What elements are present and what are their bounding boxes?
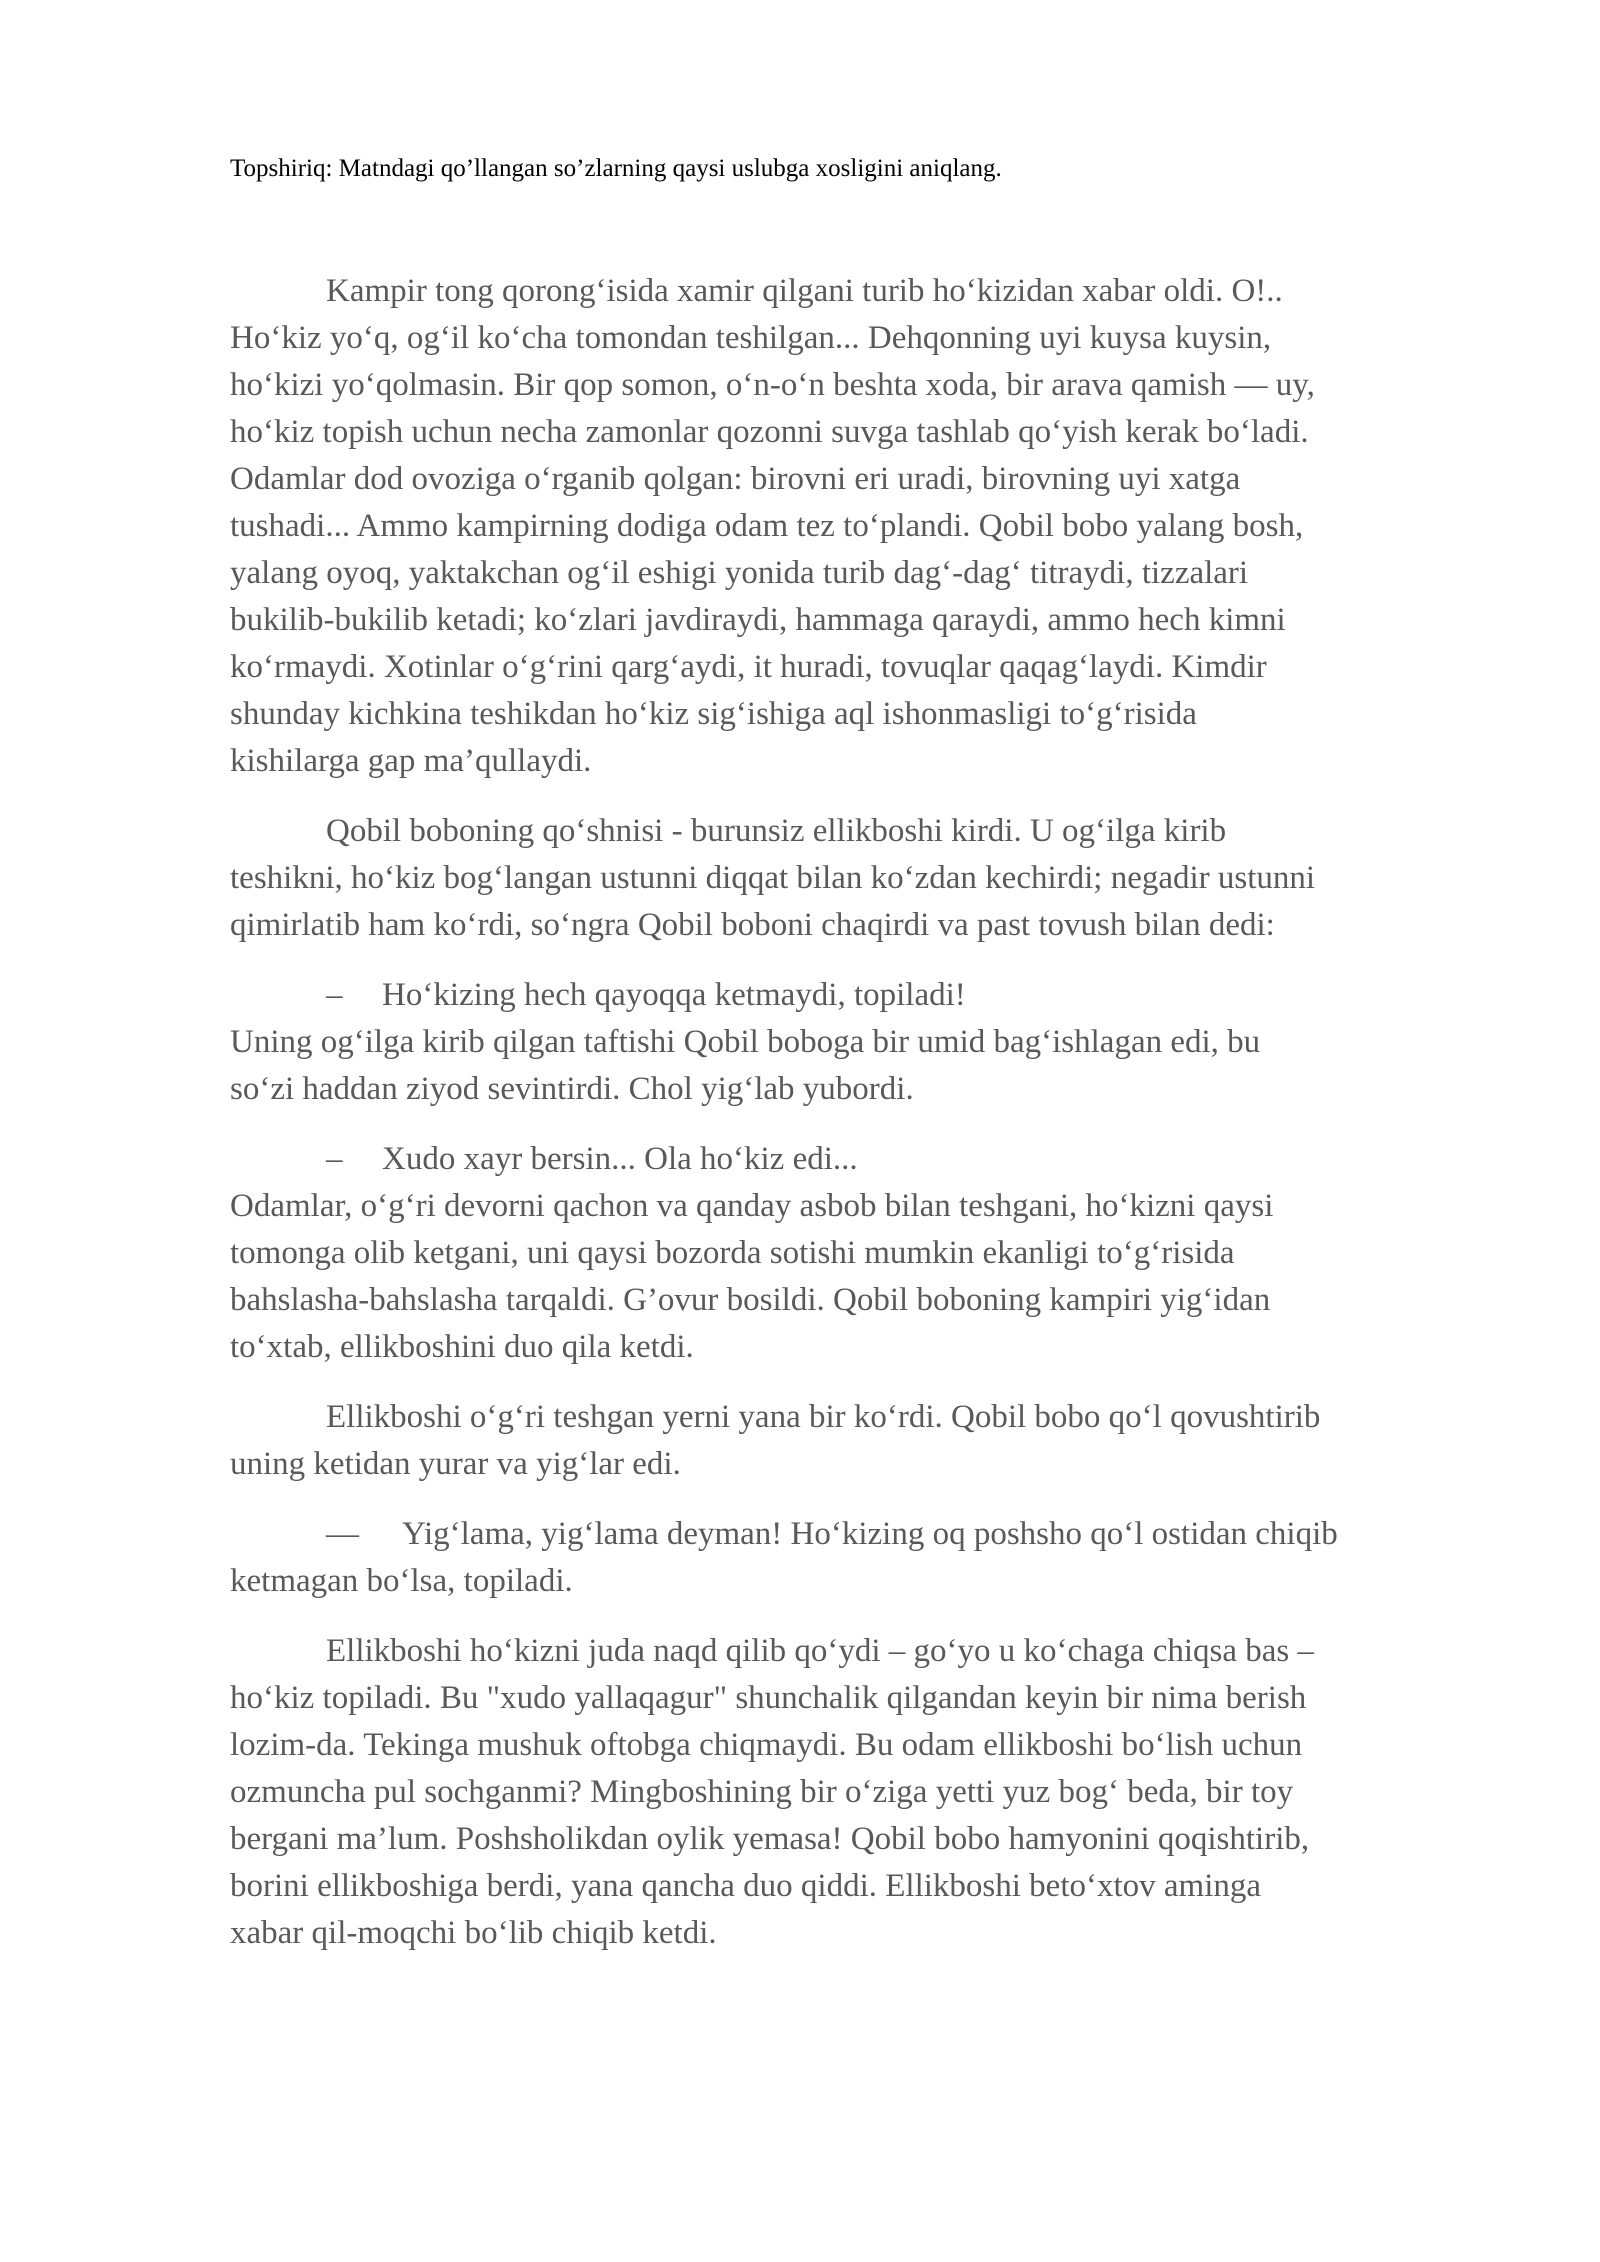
text-line: ho‘kizi yo‘qolmasin. Bir qop somon, o‘n-o‘n beshta xoda, bir arava qamish — uy, bbox=[230, 367, 1315, 403]
dialogue-speech: Ho‘kizing hech qayoqqa ketmaydi, topiladi! bbox=[382, 977, 966, 1013]
text-line: xabar qil-moqchi bo‘lib chiqib ketdi. bbox=[230, 1915, 717, 1951]
text-line: ko‘rmaydi. Xotinlar o‘g‘rini qarg‘aydi, it huradi, tovuqlar qaqag‘laydi. Kimdir bbox=[230, 649, 1267, 685]
text-line: lozim-da. Tekinga mushuk oftobga chiqmaydi. Bu odam ellikboshi bo‘lish uchun bbox=[230, 1727, 1303, 1763]
text-line: yalang oyoq, yaktakchan og‘il eshigi yonida turib dag‘-dag‘ titraydi, tizzalari bbox=[230, 555, 1249, 591]
text-line: qimirlatib ham ko‘rdi, so‘ngra Qobil boboni chaqirdi va past tovush bilan dedi: bbox=[230, 907, 1275, 943]
paragraph-3 bbox=[230, 1394, 1480, 1488]
text-line: ozmuncha pul sochganmi? Mingboshining bir o‘ziga yetti yuz bog‘ beda, bir toy bbox=[230, 1774, 1294, 1810]
text-line: so‘zi haddan ziyod sevintirdi. Chol yig‘lab yubordi. bbox=[230, 1071, 914, 1107]
text-line: Ellikboshi o‘g‘ri teshgan yerni yana bir ko‘rdi. Qobil bobo qo‘l qovushtirib bbox=[326, 1399, 1321, 1435]
paragraph-1 bbox=[230, 268, 1480, 785]
paragraph-4 bbox=[230, 1628, 1480, 1957]
text-line: teshikni, ho‘kiz bog‘langan ustunni diqqat bilan ko‘zdan kechirdi; negadir ustunni bbox=[230, 860, 1316, 896]
dialogue-3 bbox=[230, 1511, 1480, 1605]
text-line: to‘xtab, ellikboshini duo qila ketdi. bbox=[230, 1329, 694, 1365]
dialogue-speech: Yig‘lama, yig‘lama deyman! Ho‘kizing oq poshsho qo‘l ostidan chiqib bbox=[402, 1516, 1338, 1552]
text-line: Uning og‘ilga kirib qilgan taftishi Qobil boboga bir umid bag‘ishlagan edi, bu bbox=[230, 1024, 1261, 1060]
text-line: ho‘kiz topiladi. Bu "xudo yallaqagur" shunchalik qilgandan keyin bir nima berish bbox=[230, 1680, 1307, 1716]
text-line: shunday kichkina teshikdan ho‘kiz sig‘ishiga aql ishonmasligi to‘g‘risida bbox=[230, 696, 1197, 732]
text-line: Kampir tong qorong‘isida xamir qilgani turib ho‘kizidan xabar oldi. O!.. bbox=[326, 273, 1283, 309]
text-line: Odamlar, o‘g‘ri devorni qachon va qanday asbob bilan teshgani, ho‘kizni qaysi bbox=[230, 1188, 1274, 1224]
dialogue-2 bbox=[230, 1136, 1480, 1371]
dialogue-1 bbox=[230, 972, 1480, 1113]
text-line: tomonga olib ketgani, uni qaysi bozorda sotishi mumkin ekanligi to‘g‘risida bbox=[230, 1235, 1235, 1271]
text-line: borini ellikboshiga berdi, yana qancha duo qiddi. Ellikboshi beto‘xtov aminga bbox=[230, 1868, 1262, 1904]
dialogue-line bbox=[230, 1136, 1480, 1183]
dialogue-line bbox=[230, 972, 1480, 1019]
text-line: bahslasha-bahslasha tarqaldi. G’ovur bosildi. Qobil boboning kampiri yig‘idan bbox=[230, 1282, 1271, 1318]
dialogue-dash: – bbox=[326, 977, 343, 1013]
text-line: kishilarga gap ma’qullaydi. bbox=[230, 743, 592, 779]
dialogue-speech: Xudo xayr bersin... Ola ho‘kiz edi... bbox=[382, 1141, 858, 1177]
paragraph-2 bbox=[230, 808, 1480, 949]
text-line: bergani ma’lum. Poshsholikdan oylik yemasa! Qobil bobo hamyonini qoqishtirib, bbox=[230, 1821, 1310, 1857]
text-line: Ellikboshi ho‘kizni juda naqd qilib qo‘ydi – go‘yo u ko‘chaga chiqsa bas – bbox=[326, 1633, 1314, 1669]
text-line: uning ketidan yurar va yig‘lar edi. bbox=[230, 1446, 681, 1482]
text-line: Qobil boboning qo‘shnisi - burunsiz ellikboshi kirdi. U og‘ilga kirib bbox=[326, 813, 1227, 849]
text-line: Ho‘kiz yo‘q, og‘il ko‘cha tomondan teshilgan... Dehqonning uyi kuysa kuysin, bbox=[230, 320, 1272, 356]
text-line: Odamlar dod ovoziga o‘rganib qolgan: birovni eri uradi, birovning uyi xatga bbox=[230, 461, 1241, 497]
dialogue-dash: — bbox=[326, 1516, 359, 1552]
dialogue-dash: – bbox=[326, 1141, 343, 1177]
text-line: ho‘kiz topish uchun necha zamonlar qozonni suvga tashlab qo‘yish kerak bo‘ladi. bbox=[230, 414, 1309, 450]
text-line: ketmagan bo‘lsa, topiladi. bbox=[230, 1563, 573, 1599]
story-text bbox=[230, 268, 1480, 1980]
task-instruction: Topshiriq: Matndagi qo’llangan so’zlarning qaysi uslubga xosligini aniqlang. bbox=[230, 155, 1002, 182]
text-line: tushadi... Ammo kampirning dodiga odam tez to‘plandi. Qobil bobo yalang bosh, bbox=[230, 508, 1304, 544]
text-line: bukilib-bukilib ketadi; ko‘zlari javdiraydi, hammaga qaraydi, ammo hech kimni bbox=[230, 602, 1286, 638]
dialogue-line bbox=[230, 1511, 1480, 1558]
